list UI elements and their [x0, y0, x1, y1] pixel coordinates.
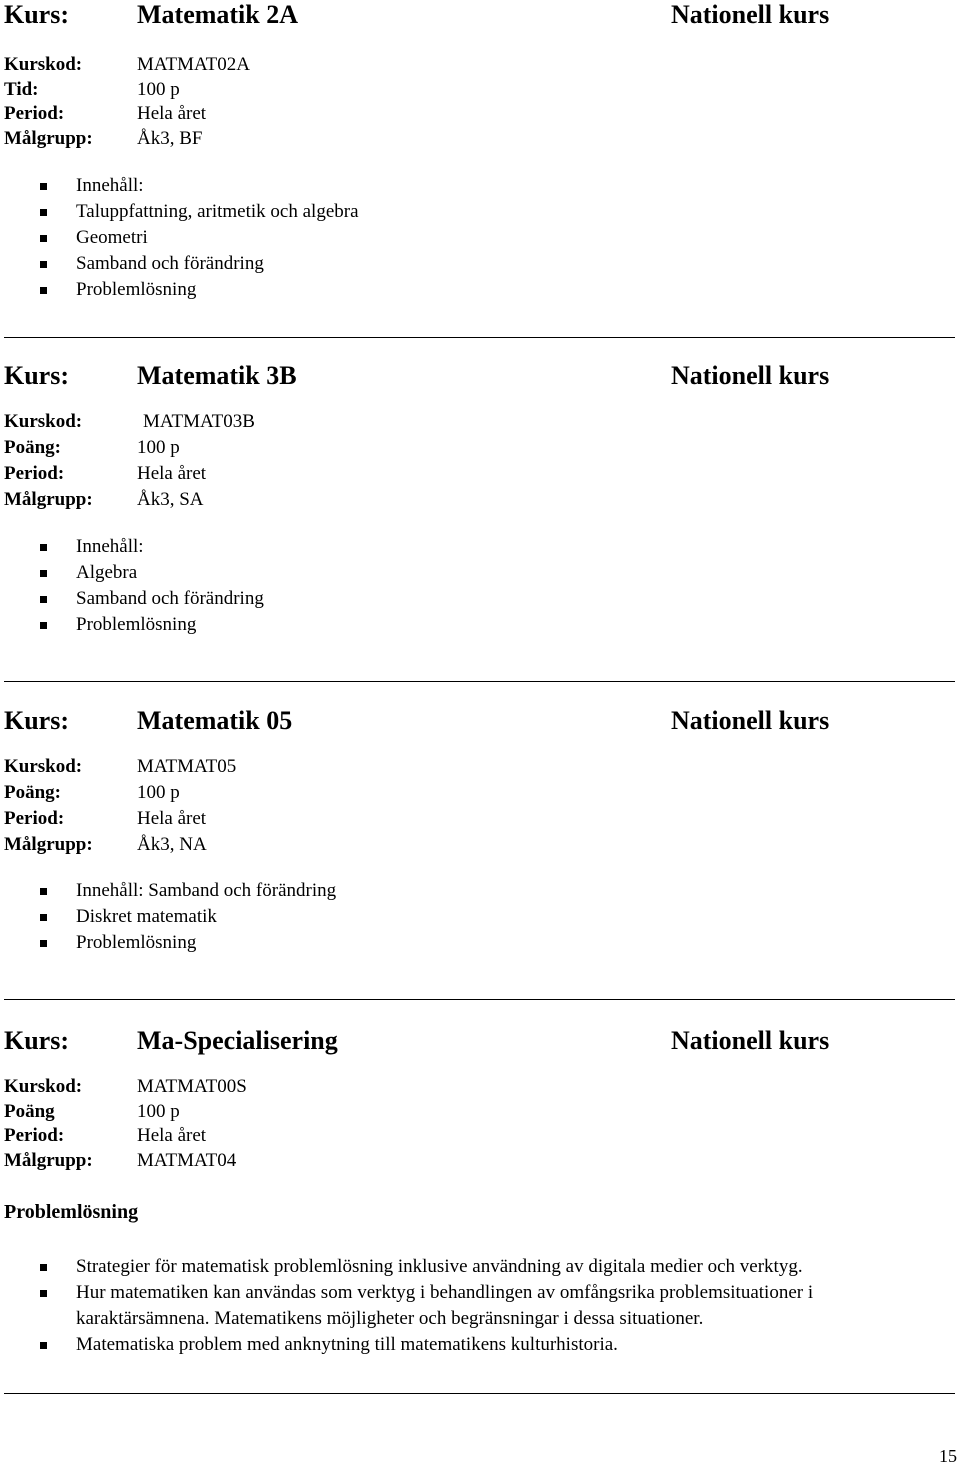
meta-label: Målgrupp:	[4, 489, 93, 510]
nationell-kurs-label: Nationell kurs	[671, 0, 830, 29]
list-item: Innehåll: Samband och förändring	[0, 878, 960, 904]
meta-row	[0, 436, 960, 462]
meta-label: Målgrupp:	[4, 127, 93, 149]
course-meta	[0, 410, 960, 514]
meta-row	[0, 127, 960, 152]
course-matematik-3b	[0, 361, 960, 638]
kurs-label: Kurs:	[4, 361, 69, 390]
course-ma-specialisering	[0, 1026, 960, 1173]
meta-row	[0, 488, 960, 514]
list-item: Algebra	[0, 560, 960, 586]
meta-value: 100 p	[137, 78, 180, 100]
meta-value: MATMAT04	[137, 1149, 237, 1171]
list-item: Strategier för matematisk problemlösning inklusive användning av digitala medier och verktyg.	[0, 1254, 960, 1280]
course-title: Matematik 2A	[137, 0, 299, 29]
course-meta	[0, 1075, 960, 1173]
subsection-heading: Problemlösning	[4, 1201, 139, 1223]
meta-label: Målgrupp:	[4, 834, 93, 855]
meta-row	[0, 102, 960, 127]
meta-label: Kurskod:	[4, 1076, 83, 1097]
meta-row	[0, 1075, 960, 1100]
kurs-label: Kurs:	[4, 0, 69, 29]
meta-label: Kurskod:	[4, 756, 83, 777]
section-divider	[4, 337, 955, 338]
course-header	[0, 361, 960, 391]
list-item: Problemlösning	[0, 930, 960, 956]
meta-value: Hela året	[137, 103, 207, 124]
list-item: Samband och förändring	[0, 251, 960, 277]
meta-value: 100 p	[137, 437, 180, 458]
meta-row	[0, 781, 960, 807]
content-list	[0, 534, 960, 638]
list-item: Problemlösning	[0, 277, 960, 303]
list-item: Innehåll:	[0, 173, 960, 199]
meta-value: MATMAT03B	[143, 411, 255, 432]
meta-label: Period:	[4, 1125, 65, 1146]
section-divider	[4, 999, 955, 1000]
list-item: Taluppfattning, aritmetik och algebra	[0, 199, 960, 225]
meta-value: Åk3, NA	[137, 834, 207, 855]
page-number: 15	[939, 1446, 957, 1466]
meta-value: MATMAT05	[137, 756, 237, 777]
meta-label: Period:	[4, 463, 65, 484]
course-title: Matematik 3B	[137, 361, 297, 390]
content-list	[0, 173, 960, 303]
list-item: Matematiska problem med anknytning till matematikens kulturhistoria.	[0, 1332, 960, 1358]
meta-value: Hela året	[137, 1125, 207, 1146]
meta-row	[0, 807, 960, 833]
list-item: Innehåll:	[0, 534, 960, 560]
content-list	[0, 1254, 960, 1358]
meta-label: Period:	[4, 103, 65, 124]
meta-value: MATMAT00S	[137, 1076, 247, 1097]
section-divider	[4, 1393, 955, 1394]
course-meta	[0, 53, 960, 151]
meta-value: 100 p	[137, 1100, 180, 1122]
list-item-continuation: karaktärsämnena. Matematikens möjligheter och begränsningar i dessa situationer.	[76, 1308, 704, 1329]
meta-label: Kurskod:	[4, 54, 83, 75]
meta-value: Hela året	[137, 463, 207, 484]
course-header	[0, 706, 960, 736]
nationell-kurs-label: Nationell kurs	[671, 706, 830, 735]
course-matematik-2a	[0, 0, 960, 303]
meta-row	[0, 1100, 960, 1125]
meta-label: Poäng	[4, 1100, 55, 1122]
meta-value: MATMAT02A	[137, 54, 250, 75]
meta-row	[0, 1149, 960, 1174]
meta-label: Tid:	[4, 78, 39, 100]
content-list	[0, 878, 960, 956]
meta-label: Poäng:	[4, 782, 61, 803]
course-matematik-05	[0, 706, 960, 956]
section-divider	[4, 681, 955, 682]
meta-row	[0, 755, 960, 781]
meta-label: Period:	[4, 808, 65, 829]
nationell-kurs-label: Nationell kurs	[671, 1026, 830, 1055]
kurs-label: Kurs:	[4, 1026, 69, 1055]
course-header	[0, 0, 960, 30]
meta-value: Hela året	[137, 808, 207, 829]
list-item: Problemlösning	[0, 612, 960, 638]
course-title: Ma-Specialisering	[137, 1026, 338, 1055]
meta-row	[0, 462, 960, 488]
course-meta	[0, 755, 960, 859]
meta-value: Åk3, SA	[137, 489, 204, 510]
nationell-kurs-label: Nationell kurs	[671, 361, 830, 390]
meta-label: Kurskod:	[4, 411, 83, 432]
meta-label: Poäng:	[4, 437, 61, 458]
meta-row	[0, 833, 960, 859]
kurs-label: Kurs:	[4, 706, 69, 735]
meta-label: Målgrupp:	[4, 1149, 93, 1171]
meta-row	[0, 410, 960, 436]
course-title: Matematik 05	[137, 706, 293, 735]
meta-value: Åk3, BF	[137, 127, 203, 149]
meta-row	[0, 1124, 960, 1149]
list-item: Hur matematiken kan användas som verktyg i behandlingen av omfångsrika problemsituationer i	[0, 1280, 960, 1306]
meta-row	[0, 53, 960, 78]
meta-row	[0, 78, 960, 103]
list-item: Geometri	[0, 225, 960, 251]
list-item: Samband och förändring	[0, 586, 960, 612]
course-header	[0, 1026, 960, 1056]
meta-value: 100 p	[137, 782, 180, 803]
list-item: Diskret matematik	[0, 904, 960, 930]
